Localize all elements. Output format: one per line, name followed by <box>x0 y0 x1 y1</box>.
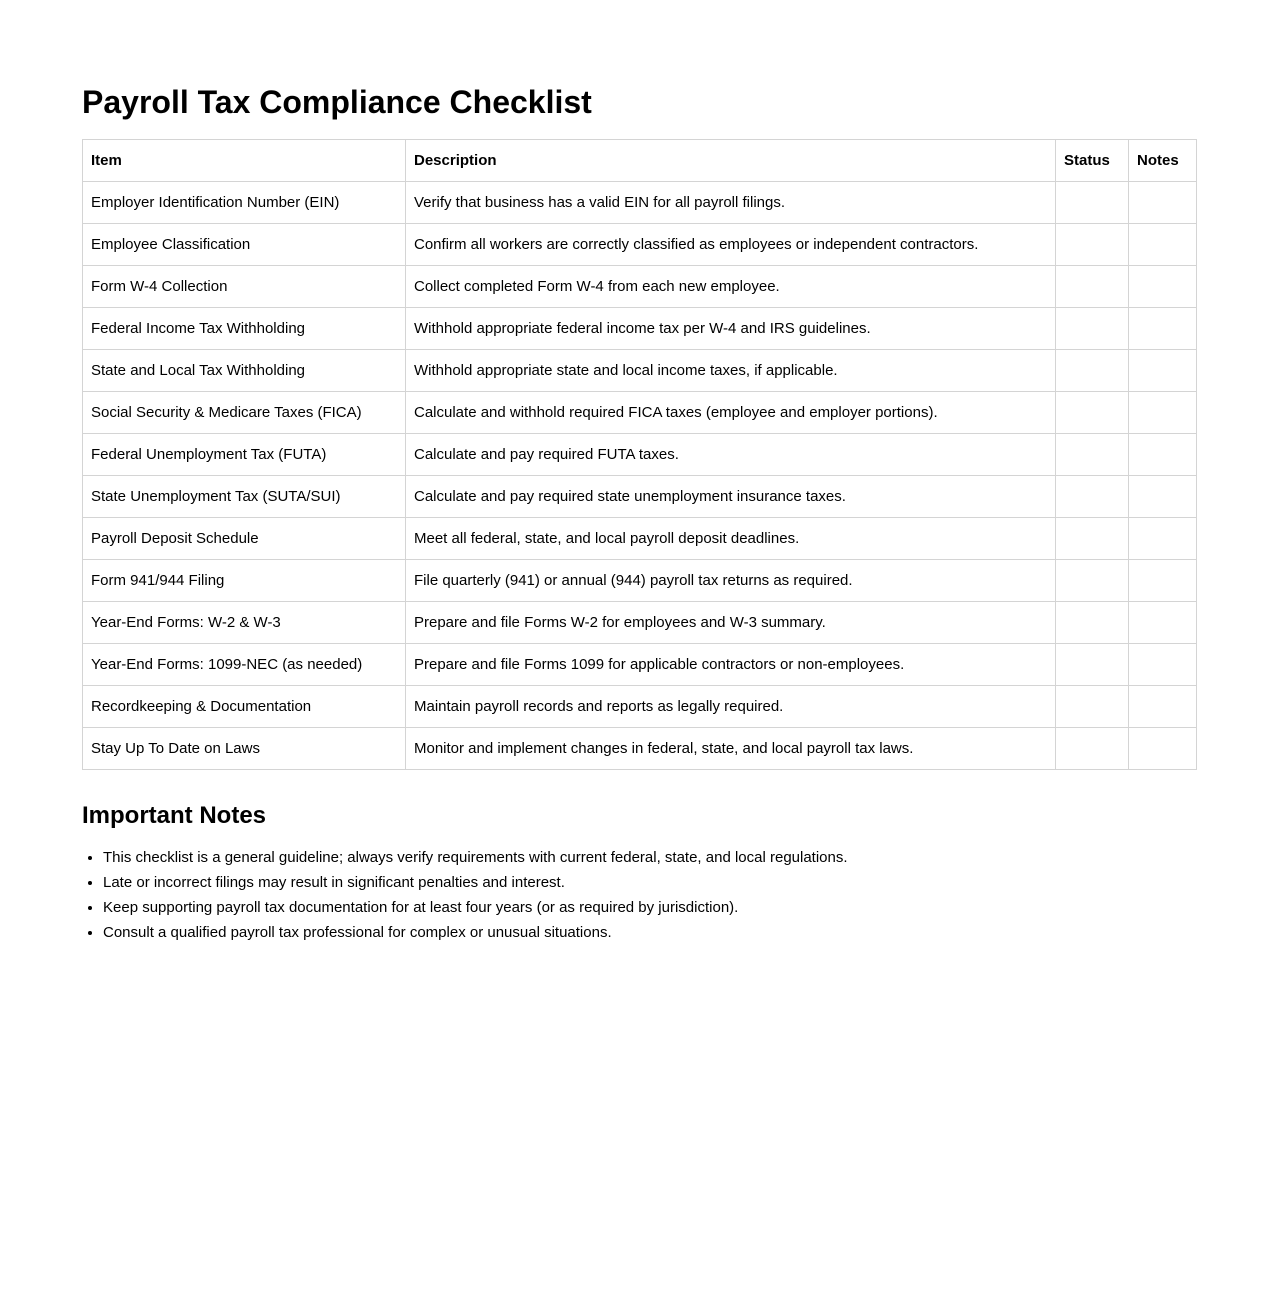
item-cell: Employee Classification <box>83 224 406 266</box>
notes-cell[interactable] <box>1129 308 1197 350</box>
table-row <box>83 350 1197 392</box>
item-cell: Social Security & Medicare Taxes (FICA) <box>83 392 406 434</box>
item-cell: Form W-4 Collection <box>83 266 406 308</box>
notes-cell[interactable] <box>1129 644 1197 686</box>
notes-cell[interactable] <box>1129 728 1197 770</box>
item-cell: Form 941/944 Filing <box>83 560 406 602</box>
table-row <box>83 560 1197 602</box>
checklist-body <box>83 182 1197 770</box>
item-cell: State Unemployment Tax (SUTA/SUI) <box>83 476 406 518</box>
table-row <box>83 686 1197 728</box>
table-row <box>83 224 1197 266</box>
description-cell: Confirm all workers are correctly classified as employees or independent contractors. <box>406 224 1056 266</box>
table-row <box>83 434 1197 476</box>
table-row <box>83 602 1197 644</box>
item-cell: Federal Unemployment Tax (FUTA) <box>83 434 406 476</box>
description-cell: File quarterly (941) or annual (944) payroll tax returns as required. <box>406 560 1056 602</box>
description-cell: Calculate and pay required FUTA taxes. <box>406 434 1056 476</box>
status-cell[interactable] <box>1056 686 1129 728</box>
important-notes-list <box>82 845 848 945</box>
item-cell: State and Local Tax Withholding <box>83 350 406 392</box>
item-cell: Federal Income Tax Withholding <box>83 308 406 350</box>
description-cell: Collect completed Form W-4 from each new employee. <box>406 266 1056 308</box>
table-row <box>83 308 1197 350</box>
column-header-description: Description <box>406 140 1056 182</box>
description-cell: Prepare and file Forms W-2 for employees and W-3 summary. <box>406 602 1056 644</box>
notes-cell[interactable] <box>1129 602 1197 644</box>
notes-cell[interactable] <box>1129 686 1197 728</box>
status-cell[interactable] <box>1056 602 1129 644</box>
description-cell: Monitor and implement changes in federal, state, and local payroll tax laws. <box>406 728 1056 770</box>
notes-cell[interactable] <box>1129 560 1197 602</box>
description-cell: Withhold appropriate state and local income taxes, if applicable. <box>406 350 1056 392</box>
item-cell: Recordkeeping & Documentation <box>83 686 406 728</box>
table-row <box>83 182 1197 224</box>
status-cell[interactable] <box>1056 434 1129 476</box>
column-header-status: Status <box>1056 140 1129 182</box>
item-cell: Stay Up To Date on Laws <box>83 728 406 770</box>
description-cell: Maintain payroll records and reports as legally required. <box>406 686 1056 728</box>
description-cell: Verify that business has a valid EIN for all payroll filings. <box>406 182 1056 224</box>
status-cell[interactable] <box>1056 266 1129 308</box>
notes-cell[interactable] <box>1129 518 1197 560</box>
status-cell[interactable] <box>1056 560 1129 602</box>
notes-cell[interactable] <box>1129 266 1197 308</box>
status-cell[interactable] <box>1056 224 1129 266</box>
notes-cell[interactable] <box>1129 392 1197 434</box>
column-header-notes: Notes <box>1129 140 1197 182</box>
status-cell[interactable] <box>1056 518 1129 560</box>
status-cell[interactable] <box>1056 728 1129 770</box>
notes-cell[interactable] <box>1129 476 1197 518</box>
table-row <box>83 728 1197 770</box>
checklist-table <box>82 139 1197 770</box>
list-item: • This checklist is a general guideline; always verify requirements with current federal, state, and local regulations. <box>103 845 848 870</box>
item-cell: Employer Identification Number (EIN) <box>83 182 406 224</box>
notes-cell[interactable] <box>1129 350 1197 392</box>
status-cell[interactable] <box>1056 350 1129 392</box>
status-cell[interactable] <box>1056 182 1129 224</box>
description-cell: Calculate and pay required state unemployment insurance taxes. <box>406 476 1056 518</box>
status-cell[interactable] <box>1056 308 1129 350</box>
table-row <box>83 644 1197 686</box>
page-title: Payroll Tax Compliance Checklist <box>82 84 592 120</box>
status-cell[interactable] <box>1056 476 1129 518</box>
table-header-row <box>83 140 1197 182</box>
description-cell: Meet all federal, state, and local payroll deposit deadlines. <box>406 518 1056 560</box>
notes-cell[interactable] <box>1129 224 1197 266</box>
list-item: • Consult a qualified payroll tax professional for complex or unusual situations. <box>103 920 848 945</box>
list-item: • Keep supporting payroll tax documentation for at least four years (or as required by jurisdiction). <box>103 895 848 920</box>
description-cell: Prepare and file Forms 1099 for applicable contractors or non-employees. <box>406 644 1056 686</box>
list-item: • Late or incorrect filings may result in significant penalties and interest. <box>103 870 848 895</box>
column-header-item: Item <box>83 140 406 182</box>
important-notes-heading: Important Notes <box>82 802 267 829</box>
table-row <box>83 392 1197 434</box>
item-cell: Year-End Forms: W-2 & W-3 <box>83 602 406 644</box>
notes-cell[interactable] <box>1129 182 1197 224</box>
table-row <box>83 518 1197 560</box>
status-cell[interactable] <box>1056 644 1129 686</box>
description-cell: Withhold appropriate federal income tax per W-4 and IRS guidelines. <box>406 308 1056 350</box>
item-cell: Year-End Forms: 1099-NEC (as needed) <box>83 644 406 686</box>
notes-cell[interactable] <box>1129 434 1197 476</box>
item-cell: Payroll Deposit Schedule <box>83 518 406 560</box>
description-cell: Calculate and withhold required FICA taxes (employee and employer portions). <box>406 392 1056 434</box>
table-row <box>83 266 1197 308</box>
table-row <box>83 476 1197 518</box>
status-cell[interactable] <box>1056 392 1129 434</box>
